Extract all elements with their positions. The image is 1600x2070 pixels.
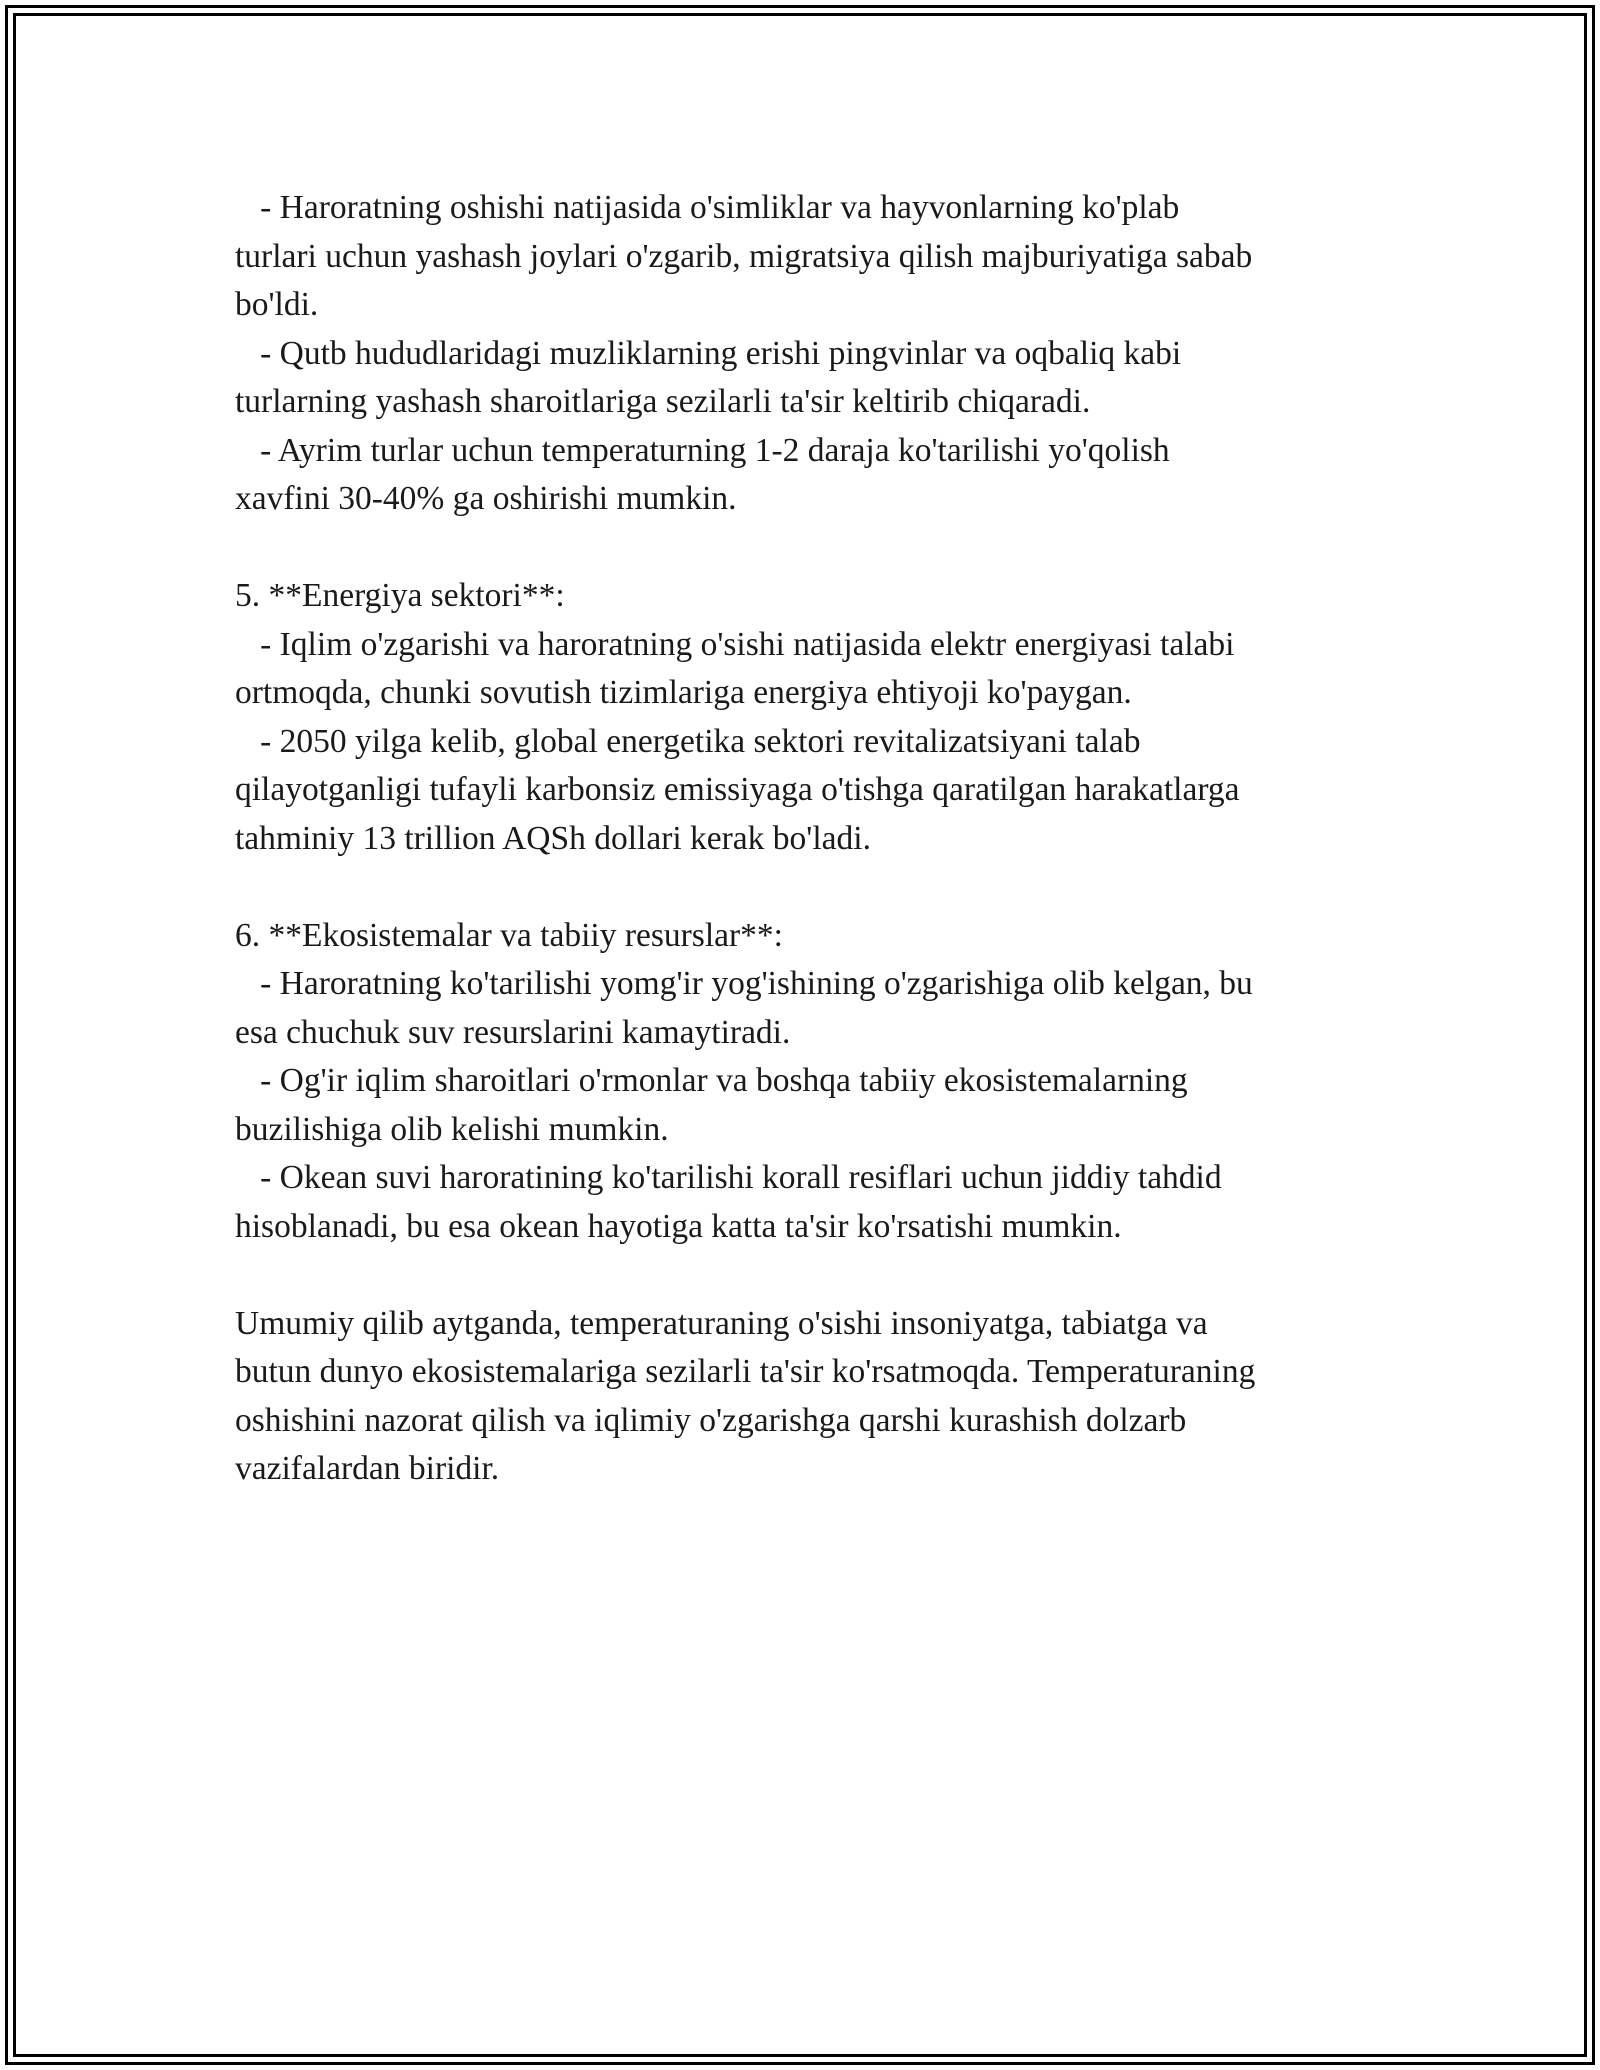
text-line: - Og'ir iqlim sharoitlari o'rmonlar va boshqa tabiiy ekosistemalarning — [235, 1062, 1188, 1099]
text-line: - Iqlim o'zgarishi va haroratning o'sishi natijasida elektr energiyasi talabi — [235, 625, 1235, 663]
text-line: hisoblanadi, bu esa okean hayotiga katta ta'sir ko'rsatishi mumkin. — [235, 1207, 1122, 1245]
text-line: - Ayrim turlar uchun temperaturning 1-2 daraja ko'tarilishi yo'qolish — [235, 431, 1170, 469]
text-line: bo'ldi. — [235, 286, 319, 323]
conclusion-line: Umumiy qilib aytganda, temperaturaning o'sishi insoniyatga, tabiatga va — [235, 1304, 1208, 1342]
blank-line — [235, 524, 1395, 573]
blank-line — [235, 863, 1395, 912]
blank-line — [235, 1251, 1395, 1300]
text-line: ortmoqda, chunki sovutish tizimlariga energiya ehtiyoji ko'paygan. — [235, 674, 1132, 711]
text-line: xavfini 30-40% ga oshirishi mumkin. — [235, 480, 737, 517]
text-line: turlarning yashash sharoitlariga sezilarli ta'sir keltirib chiqaradi. — [235, 383, 1091, 420]
text-line: - Haroratning ko'tarilishi yomg'ir yog'ishining o'zgarishiga olib kelgan, bu — [235, 965, 1253, 1002]
section-heading-ecosystems: 6. **Ekosistemalar va tabiiy resurslar**: — [235, 916, 783, 954]
text-line: - Haroratning oshishi natijasida o'simliklar va hayvonlarning ko'plab — [235, 189, 1180, 226]
text-line: qilayotganligi tufayli karbonsiz emissiyaga o'tishga qaratilgan harakatlarga — [235, 771, 1240, 808]
text-line: esa chuchuk suv resurslarini kamaytiradi. — [235, 1013, 791, 1051]
text-line: buzilishiga olib kelishi mumkin. — [235, 1110, 669, 1148]
text-line: - Okean suvi haroratining ko'tarilishi korall resiflari uchun jiddiy tahdid — [235, 1159, 1222, 1196]
document-body — [235, 184, 1395, 1494]
text-line: - 2050 yilga kelib, global energetika sektori revitalizatsiyani talab — [235, 722, 1141, 760]
text-line: turlari uchun yashash joylari o'zgarib, migratsiya qilish majburiyatiga sabab — [235, 237, 1253, 275]
text-line: - Qutb hududlaridagi muzliklarning erishi pingvinlar va oqbaliq kabi — [235, 334, 1182, 372]
text-line: tahminiy 13 trillion AQSh dollari kerak bo'ladi. — [235, 819, 871, 857]
conclusion-line: vazifalardan biridir. — [235, 1450, 500, 1487]
conclusion-line: butun dunyo ekosistemalariga sezilarli ta'sir ko'rsatmoqda. Temperaturaning — [235, 1353, 1256, 1390]
section-heading-energy: 5. **Energiya sektori**: — [235, 577, 565, 614]
conclusion-line: oshishini nazorat qilish va iqlimiy o'zgarishga qarshi kurashish dolzarb — [235, 1401, 1187, 1439]
